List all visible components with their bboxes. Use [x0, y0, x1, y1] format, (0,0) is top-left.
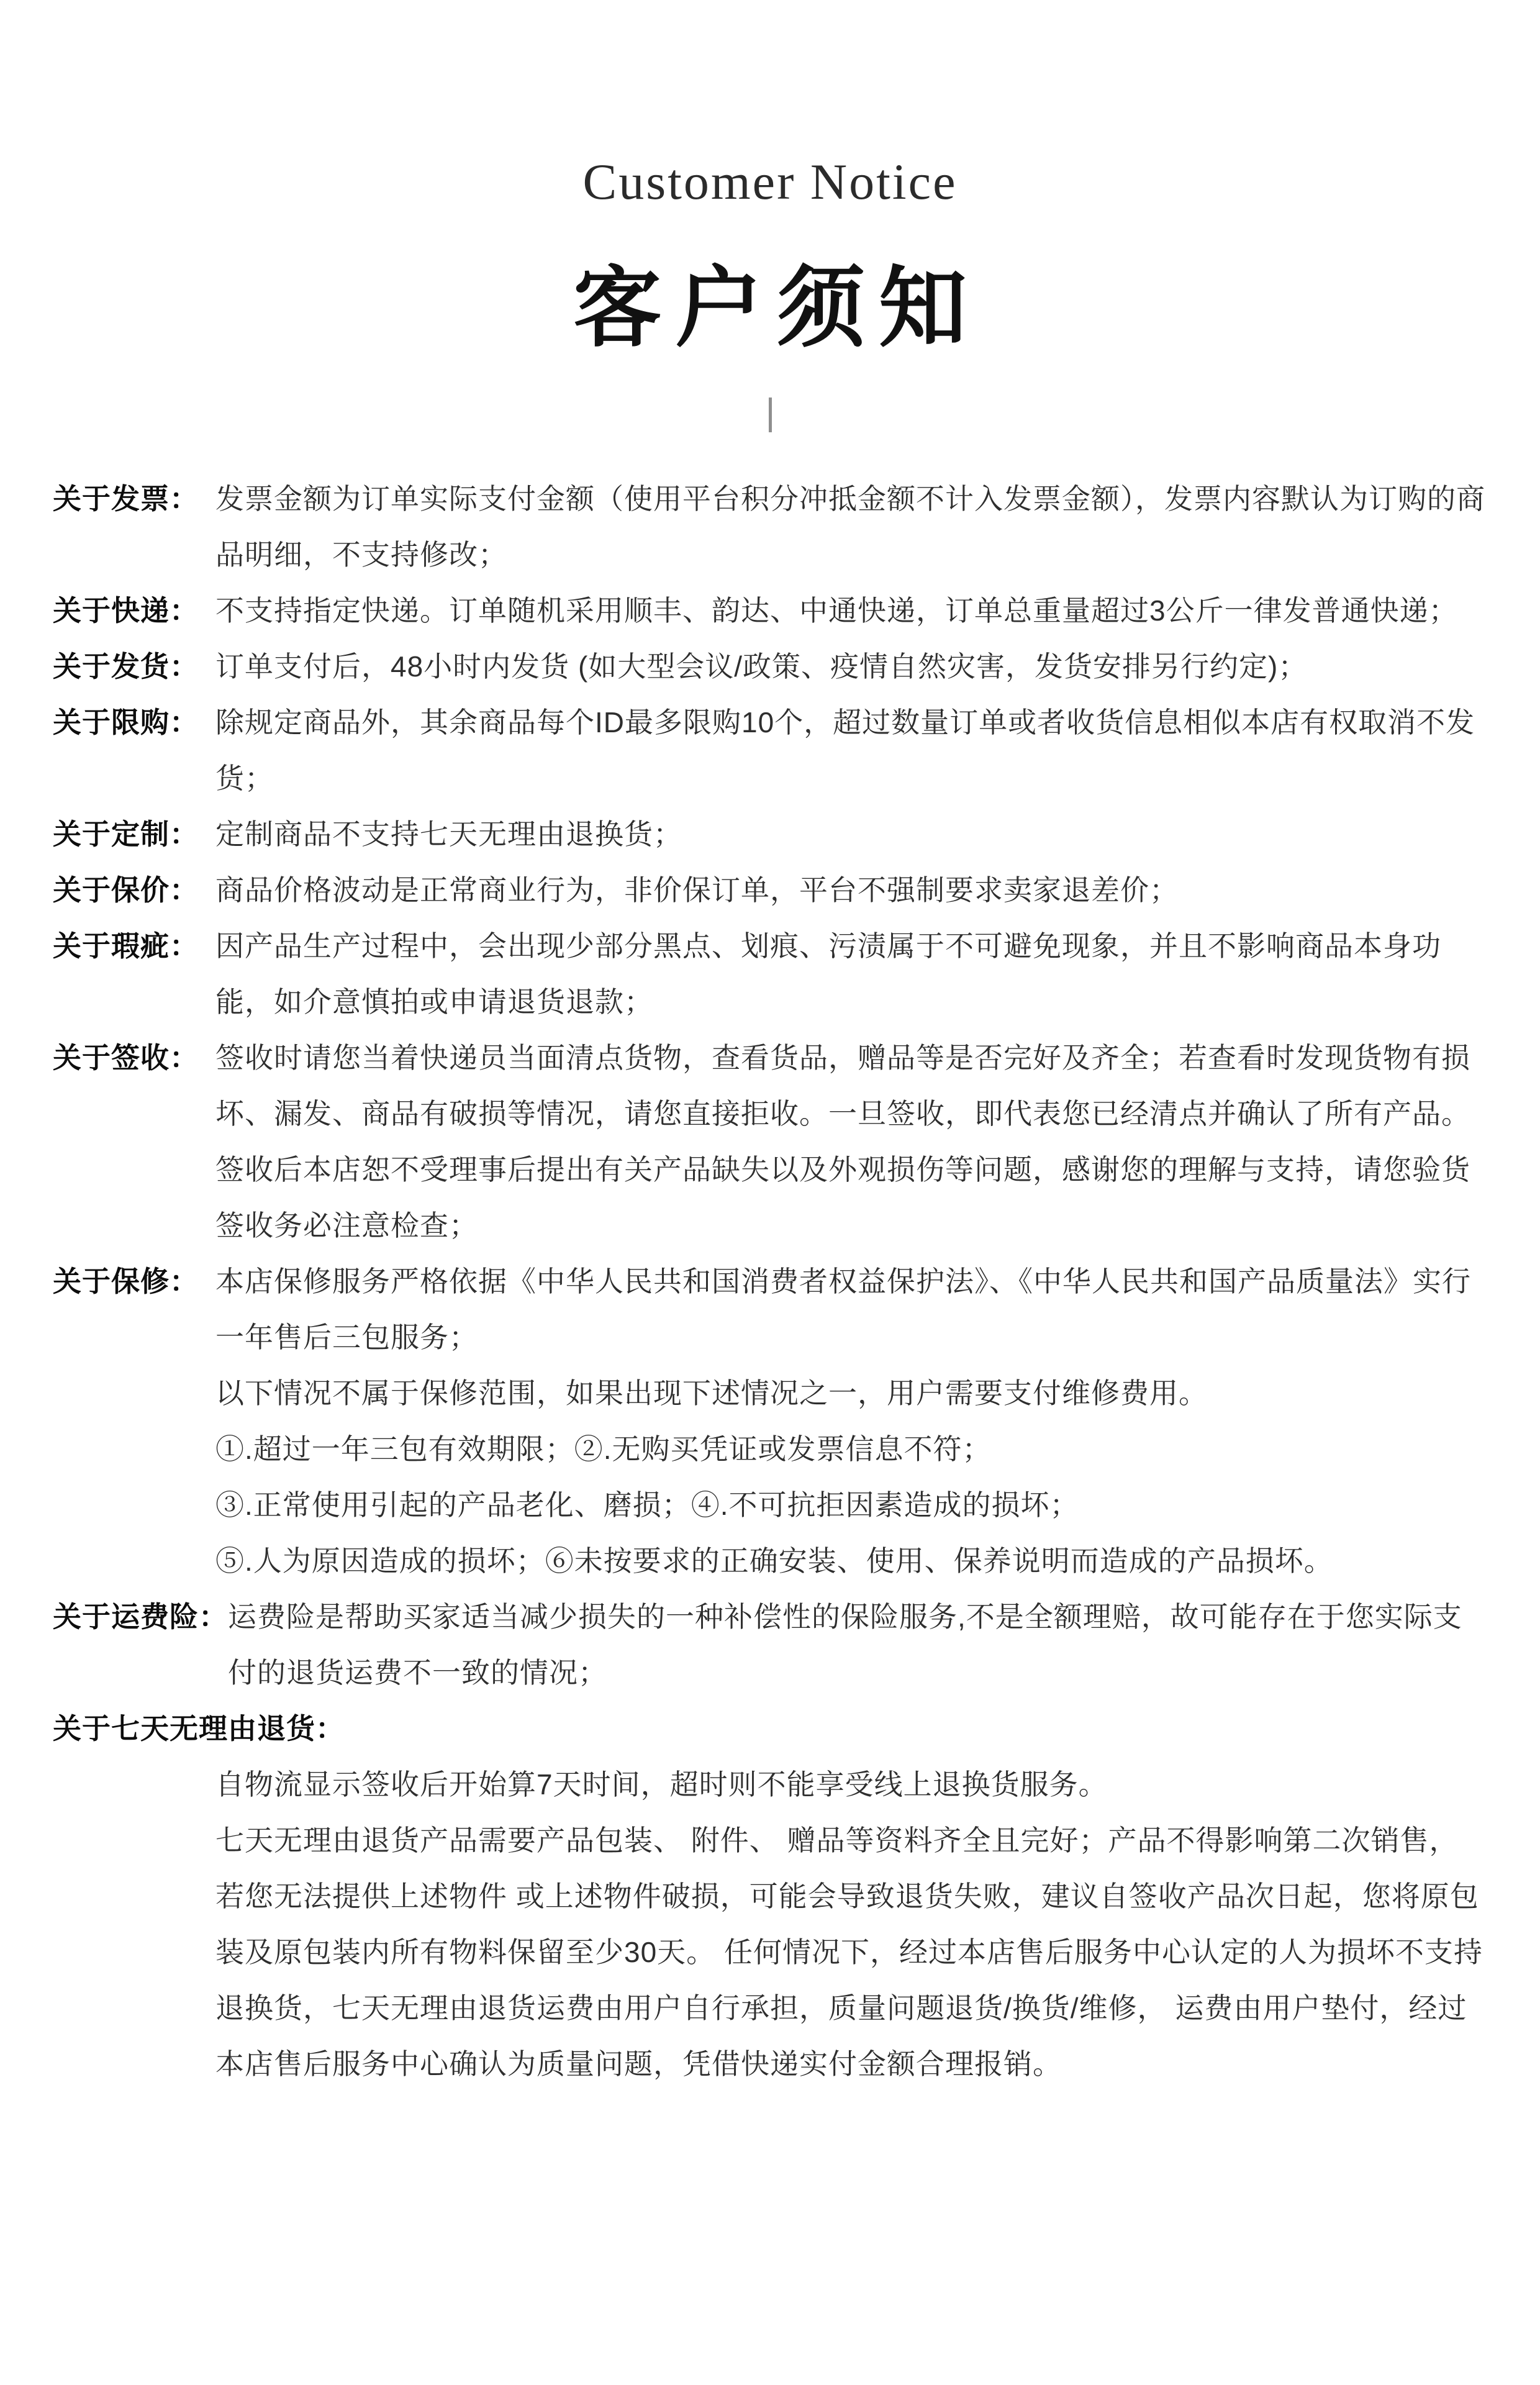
section-paragraph: 商品价格波动是正常商业行为，非价保订单，平台不强制要求卖家退差价； [215, 874, 1179, 906]
section-label: 关于发货： [53, 650, 199, 683]
notice-section [53, 694, 1487, 806]
notice-section [53, 471, 1487, 583]
notice-section [53, 1701, 1487, 2092]
section-paragraph: 签收时请您当着快递员当面清点货物，查看货品，赠品等是否完好及齐全；若查看时发现货物有损坏、漏发、商品有破损等情况，请您直接拒收。一旦签收，即代表您已经清点并确认了所有产品。签收后本店恕不受理事后提出有关产品缺失以及外观损伤等问题，感谢您的理解与支持，请您验货签收务必注意检查； [215, 1042, 1470, 1242]
section-paragraph: 运费险是帮助买家适当减少损失的一种补偿性的保险服务,不是全额理赔，故可能存在于您实际支付的退货运费不一致的情况； [228, 1601, 1462, 1689]
section-label: 关于定制： [53, 818, 199, 850]
notice-section [53, 918, 1487, 1030]
section-paragraph: 七天无理由退货产品需要产品包装、 附件、 赠品等资料齐全且完好；产品不得影响第二次销售，若您无法提供上述物件 或上述物件破损，可能会导致退货失败，建议自签收产品次日起，您将原包装及原包装内所有物料保留至少30天。 任何情况下，经过本店售后服务中心认定的人为损坏不支持退换货，七天无理由退货运费由用户自行承担，质量问题退货/换货/维修， 运费由用户垫付，经过本店售后服务中心确认为质量问题，凭借快递实付金额合理报销。 [215, 1824, 1483, 2080]
notice-section [53, 638, 1487, 694]
notice-section [53, 1253, 1487, 1589]
section-body [215, 583, 1487, 638]
section-label: 关于发票： [53, 483, 199, 515]
page-title-english: Customer Notice [582, 153, 958, 210]
section-label: 关于保修： [53, 1265, 199, 1297]
section-body [215, 638, 1487, 694]
section-paragraph: 因产品生产过程中，会出现少部分黑点、划痕、污渍属于不可避免现象，并且不影响商品本身功能，如介意慎拍或申请退货退款； [215, 930, 1441, 1018]
section-paragraph: ③.正常使用引起的产品老化、磨损；④.不可抗拒因素造成的损坏； [215, 1489, 1079, 1521]
section-label: 关于瑕疵： [53, 930, 199, 962]
section-paragraph: ⑤.人为原因造成的损坏；⑥未按要求的正确安装、使用、保养说明而造成的产品损坏。 [215, 1545, 1333, 1577]
section-label: 关于保价： [53, 874, 199, 906]
section-paragraph: 本店保修服务严格依据《中华人民共和国消费者权益保护法》、《中华人民共和国产品质量法》实行一年售后三包服务； [215, 1265, 1471, 1353]
vertical-divider [769, 398, 772, 432]
section-body [215, 862, 1487, 918]
notice-sections [0, 432, 1540, 2092]
section-paragraph: 自物流显示签收后开始算7天时间，超时则不能享受线上退换货服务。 [215, 1768, 1108, 1801]
notice-section [53, 862, 1487, 918]
page-title-chinese: 客户须知 [573, 259, 981, 358]
section-body [215, 1030, 1487, 1253]
section-label: 关于运费险： [53, 1601, 228, 1633]
notice-section [53, 806, 1487, 862]
section-paragraph: 订单支付后，48小时内发货 (如大型会议/政策、疫情自然灾害，发货安排另行约定)； [215, 650, 1308, 683]
notice-section [53, 583, 1487, 638]
section-paragraph: 发票金额为订单实际支付金额（使用平台积分冲抵金额不计入发票金额），发票内容默认为订购的商品明细，不支持修改； [215, 483, 1485, 571]
section-label: 关于签收： [53, 1042, 199, 1074]
notice-section [53, 1030, 1487, 1253]
section-body [215, 1756, 1487, 2092]
section-label: 关于七天无理由退货： [53, 1712, 345, 1745]
section-paragraph: 除规定商品外，其余商品每个ID最多限购10个，超过数量订单或者收货信息相似本店有权取消不发货； [215, 706, 1475, 794]
page-header [0, 0, 1540, 432]
section-body [215, 806, 1487, 862]
section-paragraph: 定制商品不支持七天无理由退换货； [215, 818, 682, 850]
section-label: 关于快递： [53, 594, 199, 627]
section-body [215, 918, 1487, 1030]
section-body [228, 1589, 1487, 1701]
section-body [215, 694, 1487, 806]
section-paragraph: 以下情况不属于保修范围，如果出现下述情况之一，用户需要支付维修费用。 [215, 1377, 1208, 1409]
section-body [215, 471, 1487, 583]
section-paragraph: ①.超过一年三包有效期限；②.无购买凭证或发票信息不符； [215, 1433, 992, 1465]
notice-section [53, 1589, 1487, 1701]
section-label: 关于限购： [53, 706, 199, 738]
section-paragraph: 不支持指定快递。订单随机采用顺丰、韵达、中通快递，订单总重量超过3公斤一律发普通快递； [215, 594, 1458, 627]
section-body [215, 1253, 1487, 1589]
